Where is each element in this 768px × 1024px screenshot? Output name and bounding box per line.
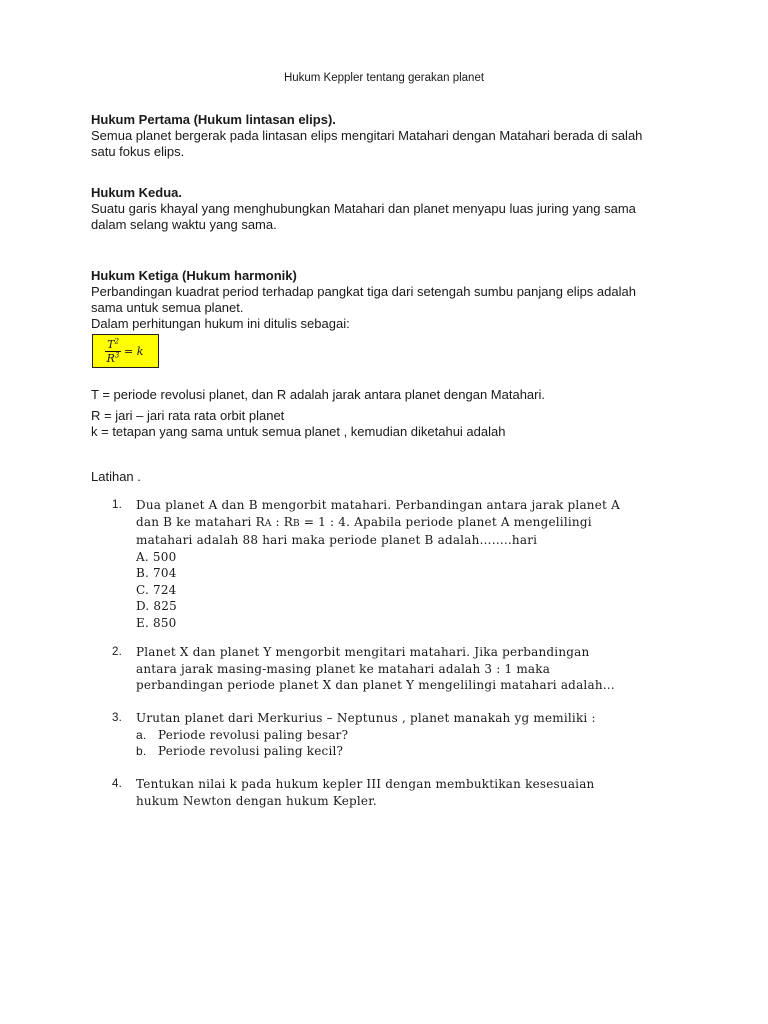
subscript-b: B [293,518,300,529]
law-3-section [91,268,691,332]
latihan-heading: Latihan . [91,469,141,484]
sub-b-text: Periode revolusi paling kecil? [158,744,344,758]
subscript-a: A [264,518,272,529]
law-3-text-line3: Dalam perhitungan hukum ini ditulis sebagai: [91,316,350,331]
formula-numerator-exponent: 2 [114,336,119,345]
sub-a-label: a. [136,727,147,742]
kepler-formula-box [92,334,159,368]
question-3-number: 3. [112,712,122,724]
question-4-line2: hukum Newton dengan hukum Kepler. [136,793,377,808]
question-4 [112,776,672,809]
formula-numerator: T [107,337,115,351]
question-1-line2-b: : R [271,514,294,529]
law-2-text-line1: Suatu garis khayal yang menghubungkan Matahari dan planet menyapu luas juring yang sama [91,201,636,216]
k-definition: k = tetapan yang sama untuk semua planet , kemudian diketahui adalah [91,424,506,439]
question-1 [112,497,672,631]
law-1-heading: Hukum Pertama (Hukum lintasan elips). [91,112,336,127]
formula-rhs: = k [124,344,144,358]
formula-denominator-exponent: 3 [114,350,120,359]
formula-denominator: R [106,351,115,365]
sub-b-label: b. [136,744,147,758]
law-1-text-line1: Semua planet bergerak pada lintasan elips mengitari Matahari dengan Matahari berada di salah [91,128,643,143]
option-b: B. 704 [136,566,177,580]
option-e: E. 850 [136,615,177,630]
question-2-number: 2. [112,646,122,658]
question-4-number: 4. [112,778,122,790]
question-1-line2-a: dan B ke matahari R [136,514,265,529]
question-2-line2: antara jarak masing-masing planet ke matahari adalah 3 : 1 maka [136,661,551,676]
law-3-heading: Hukum Ketiga (Hukum harmonik) [91,268,297,283]
law-3-text-line2: sama untuk semua planet. [91,300,244,315]
formula-fraction [105,336,121,365]
question-3-sub-a [136,727,672,744]
question-2 [112,644,672,694]
law-2-section [91,185,691,233]
question-1-line2-c: = 1 : 4. Apabila periode planet A mengelilingi [299,514,592,529]
law-3-text-line1: Perbandingan kuadrat period terhadap pangkat tiga dari setengah sumbu panjang elips adalah [91,284,636,299]
question-1-line3: matahari adalah 88 hari maka periode planet B adalah……..hari [136,533,538,547]
law-2-text-line2: dalam selang waktu yang sama. [91,217,277,232]
document-title: Hukum Keppler tentang gerakan planet [283,72,485,84]
question-1-line2 [136,514,672,533]
sub-a-text: Periode revolusi paling besar? [158,727,349,742]
question-3-line1: Urutan planet dari Merkurius – Neptunus , planet manakah yg memiliki : [136,711,596,725]
r-definition: R = jari – jari rata rata orbit planet [91,408,285,423]
question-3-sub-b [136,743,672,760]
law-1-text-line2: satu fokus elips. [91,144,185,159]
law-1-section [91,112,691,160]
option-c: C. 724 [136,582,177,597]
question-2-line1: Planet X dan planet Y mengorbit mengitari matahari. Jika perbandingan [136,645,590,659]
question-3 [112,710,672,760]
question-1-line1: Dua planet A dan B mengorbit matahari. Perbandingan antara jarak planet A [136,498,620,512]
t-definition: T = periode revolusi planet, dan R adalah jarak antara planet dengan Matahari. [91,387,545,402]
option-a: A. 500 [136,549,177,564]
law-2-heading: Hukum Kedua. [91,185,183,200]
question-1-number: 1. [112,499,122,511]
question-2-line3: perbandingan periode planet X dan planet Y mengelilingi matahari adalah… [136,678,615,692]
question-4-line1: Tentukan nilai k pada hukum kepler III dengan membuktikan kesesuaian [136,777,595,791]
option-d: D. 825 [136,599,177,613]
